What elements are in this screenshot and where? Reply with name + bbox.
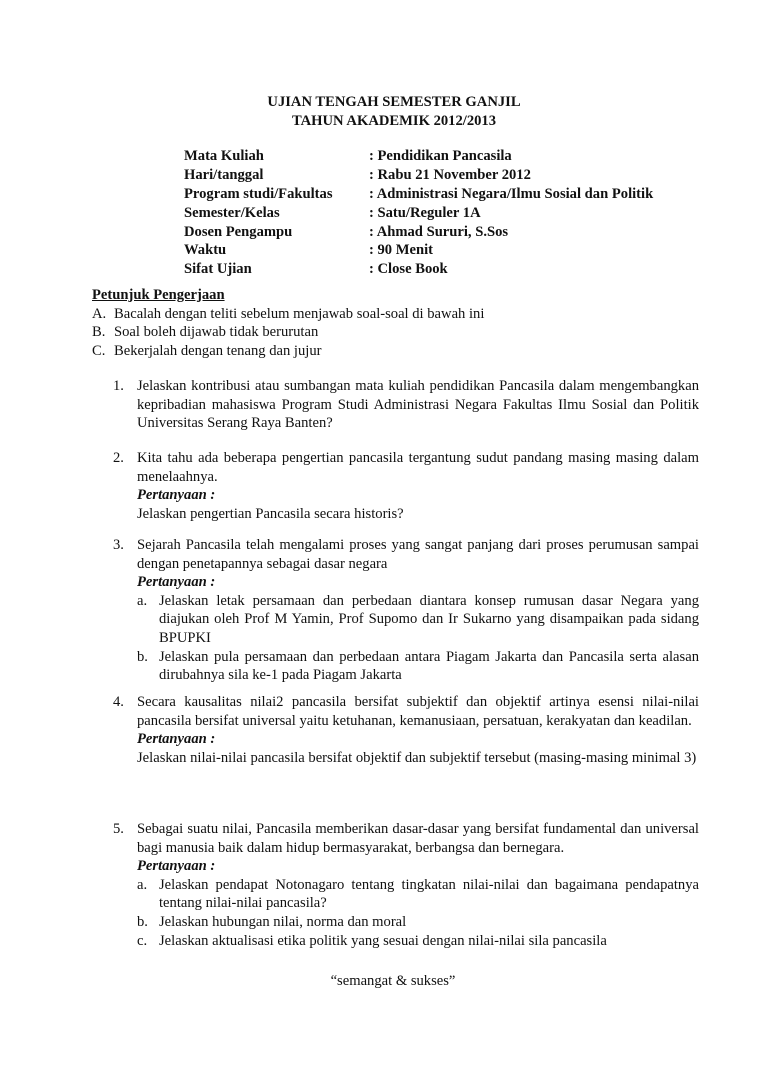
info-row-course <box>184 147 653 166</box>
info-value: : Ahmad Sururi, S.Sos <box>369 223 509 240</box>
question-1 <box>113 377 699 433</box>
instructions-heading: Petunjuk Pengerjaan <box>92 287 225 303</box>
question-label: Pertanyaan : <box>137 731 216 748</box>
instruction-item <box>92 342 712 361</box>
info-label: Program studi/Fakultas <box>184 185 333 202</box>
info-value: : Close Book <box>369 261 448 278</box>
question-label: Pertanyaan : <box>137 487 216 504</box>
info-row-time <box>184 241 653 260</box>
sub-text: Jelaskan pula persamaan dan perbedaan antara Piagam Jakarta dan Pancasila serta alasan dirubahnya sila ke-1 pada Piagam Jakarta <box>159 648 699 684</box>
sub-question <box>137 648 699 685</box>
question-4 <box>113 693 699 767</box>
instruction-marker: B. <box>92 324 106 341</box>
sub-marker: b. <box>137 913 148 930</box>
info-value: : Pendidikan Pancasila <box>369 148 512 164</box>
sub-marker: c. <box>137 932 148 949</box>
info-row-exam-type <box>184 260 653 279</box>
sub-marker: a. <box>137 592 148 609</box>
question-text: Secara kausalitas nilai2 pancasila bersifat subjektif dan objektif artinya esensi nilai-nilai pancasila bersifat universal yaitu ketuhanan, kemanusiaan, persatuan, kerakyatan dan keadilan. <box>137 694 699 729</box>
instructions-section <box>92 286 712 360</box>
info-value: : Rabu 21 November 2012 <box>369 166 531 183</box>
question-ask: Jelaskan pengertian Pancasila secara historis? <box>137 505 404 522</box>
sub-text: Jelaskan hubungan nilai, norma dan moral <box>159 913 407 930</box>
question-text: Sejarah Pancasila telah mengalami proses yang sangat panjang dari proses perumusan sampai dengan penetapannya sebagai dasar negara <box>137 537 699 572</box>
info-row-program <box>184 185 653 204</box>
instruction-text: Soal boleh dijawab tidak berurutan <box>114 324 319 341</box>
instruction-text: Bacalah dengan teliti sebelum menjawab soal-soal di bawah ini <box>114 305 485 322</box>
exam-title: UJIAN TENGAH SEMESTER GANJIL <box>267 94 521 110</box>
question-ask: Jelaskan nilai-nilai pancasila bersifat objektif dan subjektif tersebut (masing-masing minimal 3) <box>137 749 697 766</box>
info-row-lecturer <box>184 223 653 242</box>
info-label: Waktu <box>184 242 227 259</box>
question-number: 4. <box>113 694 124 710</box>
closing-motto: “semangat & sukses” <box>330 973 456 989</box>
question-5 <box>113 820 699 950</box>
question-number: 3. <box>113 537 124 553</box>
question-2 <box>113 449 699 523</box>
instruction-text: Bekerjalah dengan tenang dan jujur <box>114 342 322 359</box>
instruction-marker: C. <box>92 342 106 359</box>
info-row-semester <box>184 204 653 223</box>
question-text: Kita tahu ada beberapa pengertian pancasila tergantung sudut pandang masing masing dalam menelaahnya. <box>137 450 699 485</box>
info-label: Sifat Ujian <box>184 261 252 278</box>
info-value: : Satu/Reguler 1A <box>369 204 481 221</box>
info-row-date <box>184 166 653 185</box>
question-number: 1. <box>113 378 124 394</box>
exam-info-table <box>184 147 653 279</box>
sub-text: Jelaskan letak persamaan dan perbedaan diantara konsep rumusan dasar Negara yang diajukan oleh Prof M Yamin, Prof Supomo dan Ir Sukarno yang disampaikan pada sidang BPUPKI <box>159 592 699 646</box>
info-label: Dosen Pengampu <box>184 223 293 240</box>
info-value: : Administrasi Negara/Ilmu Sosial dan Politik <box>369 185 654 202</box>
info-label: Semester/Kelas <box>184 204 280 221</box>
info-value: : 90 Menit <box>369 242 434 259</box>
sub-question <box>137 876 699 913</box>
question-3 <box>113 536 699 685</box>
sub-marker: b. <box>137 648 148 665</box>
academic-year-title: TAHUN AKADEMIK 2012/2013 <box>291 113 497 129</box>
instruction-item <box>92 323 712 342</box>
sub-marker: a. <box>137 876 148 893</box>
instruction-item <box>92 305 712 324</box>
sub-text: Jelaskan pendapat Notonagaro tentang tingkatan nilai-nilai dan bagaimana pendapatnya tentang nilai-nilai pancasila? <box>159 876 699 912</box>
sub-question <box>137 932 699 951</box>
sub-question <box>137 913 699 932</box>
question-text: Sebagai suatu nilai, Pancasila memberikan dasar-dasar yang bersifat fundamental dan universal bagi manusia baik dalam hidup bermasyarakat, berbangsa dan bernegara. <box>137 821 699 856</box>
sub-text: Jelaskan aktualisasi etika politik yang sesuai dengan nilai-nilai sila pancasila <box>159 932 607 949</box>
question-label: Pertanyaan : <box>137 858 216 875</box>
instruction-marker: A. <box>92 305 107 322</box>
question-number: 5. <box>113 821 124 837</box>
question-label: Pertanyaan : <box>137 574 216 591</box>
sub-question <box>137 592 699 648</box>
question-number: 2. <box>113 450 124 466</box>
info-label: Hari/tanggal <box>184 166 264 183</box>
question-text: Jelaskan kontribusi atau sumbangan mata kuliah pendidikan Pancasila dalam mengembangkan kepribadian mahasiswa Program Studi Administrasi Negara Fakultas Ilmu Sosial dan Politik Universitas Serang Raya Banten? <box>137 378 699 432</box>
info-label: Mata Kuliah <box>184 148 264 164</box>
